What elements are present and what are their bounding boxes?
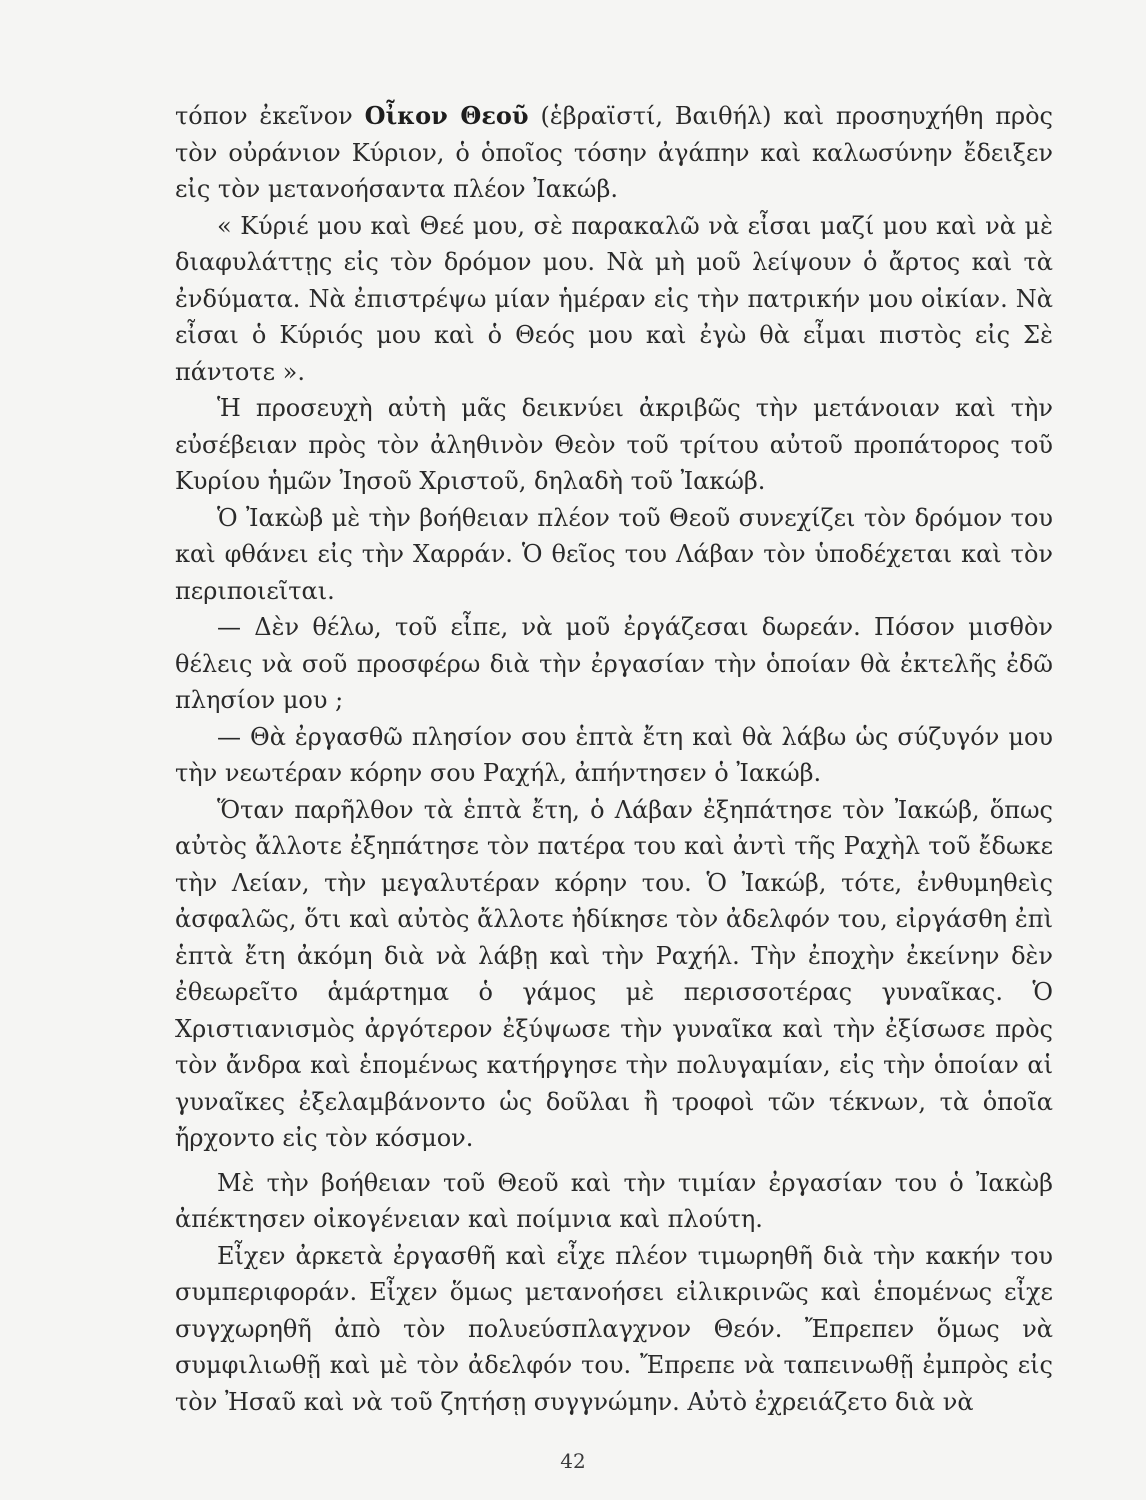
paragraph-4: Ὁ Ἰακὼβ μὲ τὴν βοήθειαν πλέον τοῦ Θεοῦ συνεχίζει τὸν δρόμον του καὶ φθάνει εἰς τὴν Χαρράν. Ὁ θεῖος του Λάβαν τὸν ὑποδέχεται καὶ τὸν περιποιεῖται.: [175, 503, 1053, 605]
paragraph-7: Ὅταν παρῆλθον τὰ ἑπτὰ ἔτη, ὁ Λάβαν ἐξηπάτησε τὸν Ἰακώβ, ὅπως αὐτὸς ἄλλοτε ἐξηπάτησε τὸν πατέρα του καὶ ἀντὶ τῆς Ραχὴλ τοῦ ἔδωκε τὴν Λείαν, τὴν μεγαλυτέραν κόρην του. Ὁ Ἰακώβ, τότε, ἐνθυμηθεὶς ἀσφαλῶς, ὅτι καὶ αὐτὸς ἄλλοτε ἠδίκησε τὸν ἀδελφόν του, εἰργάσθη ἐπὶ ἑπτὰ ἔτη ἀκόμη διὰ νὰ λάβῃ καὶ τὴν Ραχήλ. Τὴν ἐποχὴν ἐκείνην δὲν ἐθεωρεῖτο ἁμάρτημα ὁ γάμος μὲ περισσοτέρας γυναῖκας. Ὁ Χριστιανισμὸς ἀργότερον ἐξύψωσε τὴν γυναῖκα καὶ τὴν ἐξίσωσε πρὸς τὸν ἄνδρα καὶ ἑπομένως κατήργησε τὴν πολυγαμίαν, εἰς τὴν ὁποίαν αἱ γυναῖκες ἐξελαμβάνοντο ὡς δοῦλαι ἢ τροφοὶ τῶν τέκνων, τὰ ὁποῖα ἤρχοντο εἰς τὸν κόσμον.: [175, 795, 1053, 1152]
page-number: 42: [560, 1449, 586, 1473]
text-run: τόπον ἐκεῖνον: [175, 102, 365, 130]
bold-term-oikos-theou: Οἶκον Θεοῦ: [364, 101, 529, 130]
body-text: [175, 98, 1053, 1420]
paragraph-3: Ἡ προσευχὴ αὐτὴ μᾶς δεικνύει ἀκριβῶς τὴν μετάνοιαν καὶ τὴν εὐσέβειαν πρὸς τὸν ἀληθινὸν Θεὸν τοῦ τρίτου αὐτοῦ προπάτορος τοῦ Κυρίου ἡμῶν Ἰησοῦ Χριστοῦ, δηλαδὴ τοῦ Ἰακώβ.: [175, 394, 1053, 495]
paragraph-5-dialogue: — Δὲν θέλω, τοῦ εἶπε, νὰ μοῦ ἐργάζεσαι δωρεάν. Πόσον μισθὸν θέλεις νὰ σοῦ προσφέρω διὰ τὴν ἐργασίαν τὴν ὁποίαν θὰ ἐκτελῆς ἐδῶ πλησίον μου ;: [175, 613, 1053, 714]
paragraph-1: [175, 98, 1053, 208]
paragraph-8: Μὲ τὴν βοήθειαν τοῦ Θεοῦ καὶ τὴν τιμίαν ἐργασίαν του ὁ Ἰακὼβ ἀπέκτησεν οἰκογένειαν καὶ ποίμνια καὶ πλούτη.: [175, 1168, 1053, 1233]
text-run: (ἑβραϊστί, Βαιθήλ) καὶ προσηυχήθη πρὸς τὸν οὐράνιον Κύριον, ὁ ὁποῖος τόσην ἀγάπην καὶ καλωσύνην ἔδειξεν εἰς τὸν μετανοήσαντα πλέον Ἰακώβ.: [175, 102, 1054, 203]
paragraph-6-dialogue: — Θὰ ἐργασθῶ πλησίον σου ἑπτὰ ἔτη καὶ θὰ λάβω ὡς σύζυγόν μου τὴν νεωτέραν κόρην σου Ραχήλ, ἀπήντησεν ὁ Ἰακώβ.: [175, 722, 1053, 787]
paragraph-2-prayer: « Κύριέ μου καὶ Θεέ μου, σὲ παρακαλῶ νὰ εἶσαι μαζί μου καὶ νὰ μὲ διαφυλάττῃς εἰς τὸν δρόμον μου. Νὰ μὴ μοῦ λείψουν ὁ ἄρτος καὶ τὰ ἐνδύματα. Νὰ ἐπιστρέψω μίαν ἡμέραν εἰς τὴν πατρικήν μου οἰκίαν. Νὰ εἶσαι ὁ Κύριός μου καὶ ὁ Θεός μου καὶ ἐγὼ θὰ εἶμαι πιστὸς εἰς Σὲ πάντοτε ».: [175, 211, 1053, 386]
paragraph-9: Εἶχεν ἀρκετὰ ἐργασθῆ καὶ εἶχε πλέον τιμωρηθῆ διὰ τὴν κακήν του συμπεριφοράν. Εἶχεν ὅμως μετανοήσει εἰλικρινῶς καὶ ἑπομένως εἶχε συγχωρηθῆ ἀπὸ τὸν πολυεύσπλαγχνον Θεόν. Ἔπρεπεν ὅμως νὰ συμφιλιωθῇ καὶ μὲ τὸν ἀδελφόν του. Ἔπρεπε νὰ ταπεινωθῇ ἐμπρὸς εἰς τὸν Ἠσαῦ καὶ νὰ τοῦ ζητήσῃ συγγνώμην. Αὐτὸ ἐχρειάζετο διὰ νὰ: [175, 1241, 1053, 1416]
